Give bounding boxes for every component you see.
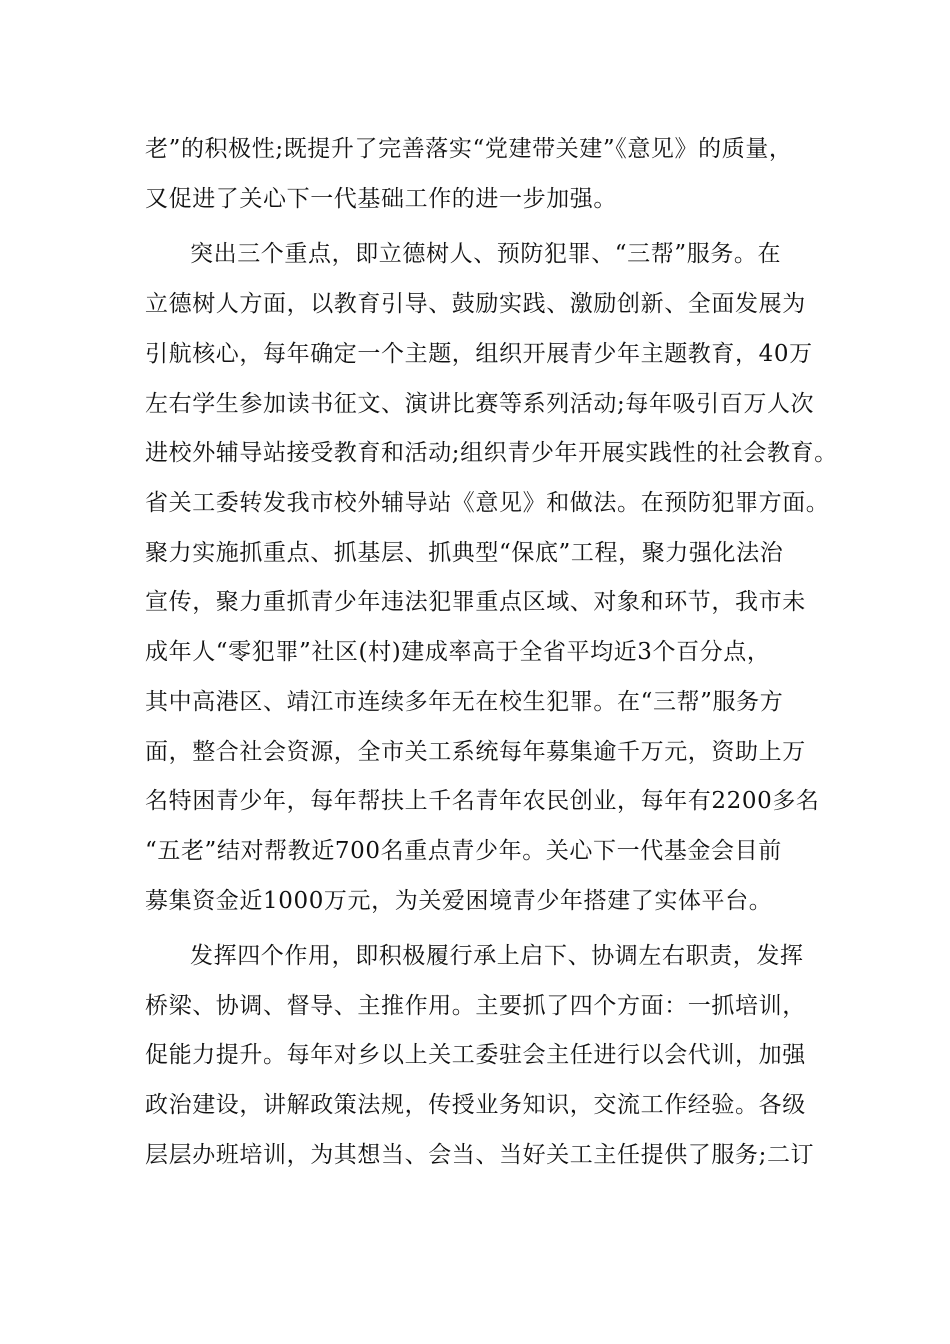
text-line: 促能力提升。每年对乡以上关工委驻会主任进行以会代训，加强 [145, 1042, 806, 1068]
text-line: 老”的积极性;既提升了完善落实“党建带关建”《意见》的质量， [145, 136, 793, 162]
text-line: 政治建设，讲解政策法规，传授业务知识，交流工作经验。各级 [145, 1092, 806, 1118]
text-line: 名特困青少年，每年帮扶上千名青年农民创业，每年有2200多名 [145, 788, 820, 814]
paragraph-first-line: 突出三个重点，即立德树人、预防犯罪、“三帮”服务。在 [190, 241, 782, 267]
text-line: 宣传，聚力重抓青少年违法犯罪重点区域、对象和环节，我市未 [145, 589, 806, 615]
text-line: 募集资金近1000万元，为关爱困境青少年搭建了实体平台。 [145, 888, 773, 914]
text-line: 左右学生参加读书征文、演讲比赛等系列活动;每年吸引百万人次 [145, 391, 815, 417]
text-line: “五老”结对帮教近700名重点青少年。关心下一代基金会目前 [145, 838, 782, 864]
text-line: 成年人“零犯罪”社区(村)建成率高于全省平均近3个百分点， [145, 639, 771, 665]
text-line: 立德树人方面，以教育引导、鼓励实践、激励创新、全面发展为 [145, 291, 806, 317]
text-line: 层层办班培训，为其想当、会当、当好关工主任提供了服务;二订 [145, 1142, 815, 1168]
text-line: 面，整合社会资源，全市关工系统每年募集逾千万元，资助上万 [145, 739, 806, 765]
text-line: 省关工委转发我市校外辅导站《意见》和做法。在预防犯罪方面。 [145, 490, 830, 516]
text-line: 进校外辅导站接受教育和活动;组织青少年开展实践性的社会教育。 [145, 440, 838, 466]
text-line: 引航核心，每年确定一个主题，组织开展青少年主题教育，40万 [145, 341, 813, 367]
paragraph-first-line: 发挥四个作用，即积极履行承上启下、协调左右职责，发挥 [190, 943, 804, 969]
text-line: 又促进了关心下一代基础工作的进一步加强。 [145, 186, 617, 212]
text-line: 其中高港区、靖江市连续多年无在校生犯罪。在“三帮”服务方 [145, 689, 784, 715]
text-line: 桥梁、协调、督导、主推作用。主要抓了四个方面：一抓培训， [145, 993, 806, 1019]
text-line: 聚力实施抓重点、抓基层、抓典型“保底”工程，聚力强化法治 [145, 540, 784, 566]
